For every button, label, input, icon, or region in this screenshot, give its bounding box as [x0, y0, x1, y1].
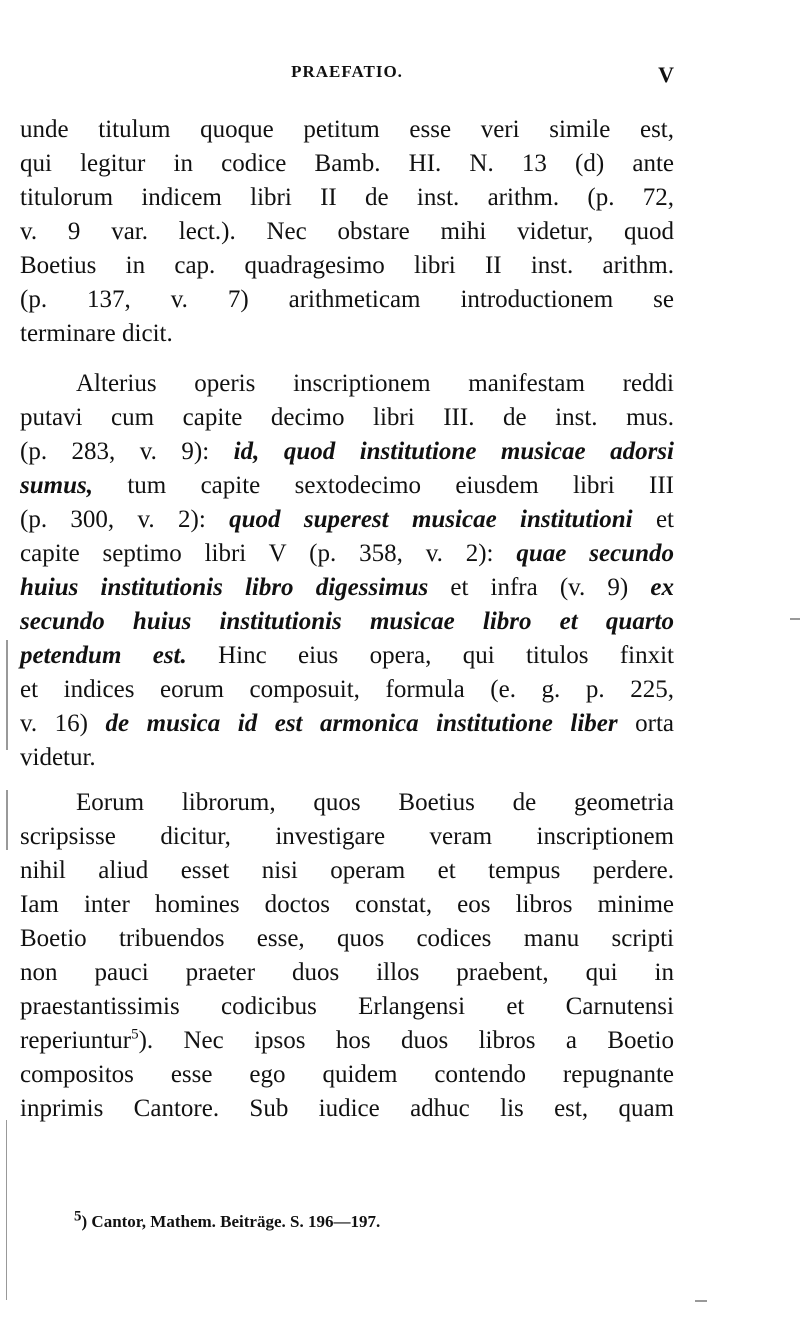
text-line: Alterius operis inscriptionem manifestam reddi — [76, 370, 674, 397]
text-run: (p. 283, v. 9): — [20, 438, 234, 465]
text-run: capite septimo libri V (p. 358, v. 2): — [20, 540, 517, 567]
text-line: Boetius in cap. quadragesimo libri II inst. arithm. — [20, 252, 674, 279]
footnote-text: ) Cantor, Mathem. Beiträge. S. 196—197. — [81, 1212, 381, 1231]
text-line: secundo huius institutionis musicae libro et quarto — [20, 608, 674, 635]
text-line: Iam inter homines doctos constat, eos libros minime — [20, 891, 674, 918]
text-line: v. 9 var. lect.). Nec obstare mihi videtur, quod — [20, 218, 674, 245]
text-line — [20, 1024, 674, 1058]
text-line: non pauci praeter duos illos praebent, qui in — [20, 959, 674, 986]
text-line: (p. 137, v. 7) arithmeticam introductionem se — [20, 286, 674, 313]
scan-speck — [790, 618, 800, 620]
text-run: ). Nec ipsos hos duos libros a Boetio — [138, 1027, 674, 1054]
text-line — [20, 537, 674, 571]
paragraph-2 — [20, 367, 674, 775]
scan-margin-mark — [6, 640, 8, 750]
text-line: nihil aliud esset nisi operam et tempus perdere. — [20, 857, 674, 884]
text-line: unde titulum quoque petitum esse veri simile est, — [20, 116, 674, 143]
paragraph-1 — [20, 113, 674, 351]
text-run: (p. 300, v. 2): — [20, 506, 230, 533]
citation-italic: quae secundo — [516, 540, 674, 567]
citation-italic: petendum est. — [20, 642, 187, 669]
text-line — [20, 469, 674, 503]
running-title: PRAEFATIO. — [291, 62, 403, 81]
text-line: qui legitur in codice Bamb. HI. N. 13 (d) ante — [20, 150, 674, 177]
footnote — [74, 1208, 381, 1232]
text-line: inprimis Cantore. Sub iudice adhuc lis est, quam — [20, 1095, 674, 1122]
citation-italic: ex — [650, 574, 674, 601]
text-run: et — [632, 506, 674, 533]
page-header — [20, 62, 674, 96]
text-line: putavi cum capite decimo libri III. de inst. mus. — [20, 404, 674, 431]
text-line — [20, 503, 674, 537]
footnote-marker: 5 — [74, 1208, 82, 1225]
text-run: orta — [617, 710, 674, 737]
scan-speck — [695, 1300, 707, 1302]
page-number: V — [658, 62, 674, 87]
text-line: compositos esse ego quidem contendo repugnante — [20, 1061, 674, 1088]
text-run: et infra (v. 9) — [428, 574, 651, 601]
text-line: scripsisse dicitur, investigare veram inscriptionem — [20, 823, 674, 850]
footnote-reference: 5 — [131, 1026, 139, 1043]
citation-italic: huius institutionis libro digessimus — [20, 574, 429, 601]
text-line — [20, 639, 674, 673]
text-line: titulorum indicem libri II de inst. arithm. (p. 72, — [20, 184, 674, 211]
text-line: videtur. — [20, 744, 96, 771]
citation-italic: id, quod institutione musicae adorsi — [233, 438, 674, 465]
citation-italic: sumus, — [20, 472, 93, 499]
text-line — [20, 707, 674, 741]
text-line: terminare dicit. — [20, 320, 173, 347]
text-line: Eorum librorum, quos Boetius de geometria — [76, 789, 674, 816]
citation-italic: de musica id est armonica institutione liber — [105, 710, 618, 737]
text-run: v. 16) — [20, 710, 106, 737]
text-run: tum capite sextodecimo eiusdem libri III — [92, 472, 674, 499]
text-line: praestantissimis codicibus Erlangensi et Carnutensi — [20, 993, 674, 1020]
scan-margin-mark — [6, 790, 8, 850]
text-run: reperiuntur — [20, 1027, 132, 1054]
text-line — [20, 435, 674, 469]
text-line — [20, 571, 674, 605]
text-line: et indices eorum composuit, formula (e. g. p. 225, — [20, 676, 674, 703]
citation-italic: quod superest musicae institutioni — [229, 506, 633, 533]
paragraph-3 — [20, 786, 674, 1126]
scan-margin-mark — [6, 1120, 7, 1300]
text-line: Boetio tribuendos esse, quos codices manu scripti — [20, 925, 674, 952]
text-run: Hinc eius opera, qui titulos finxit — [186, 642, 674, 669]
